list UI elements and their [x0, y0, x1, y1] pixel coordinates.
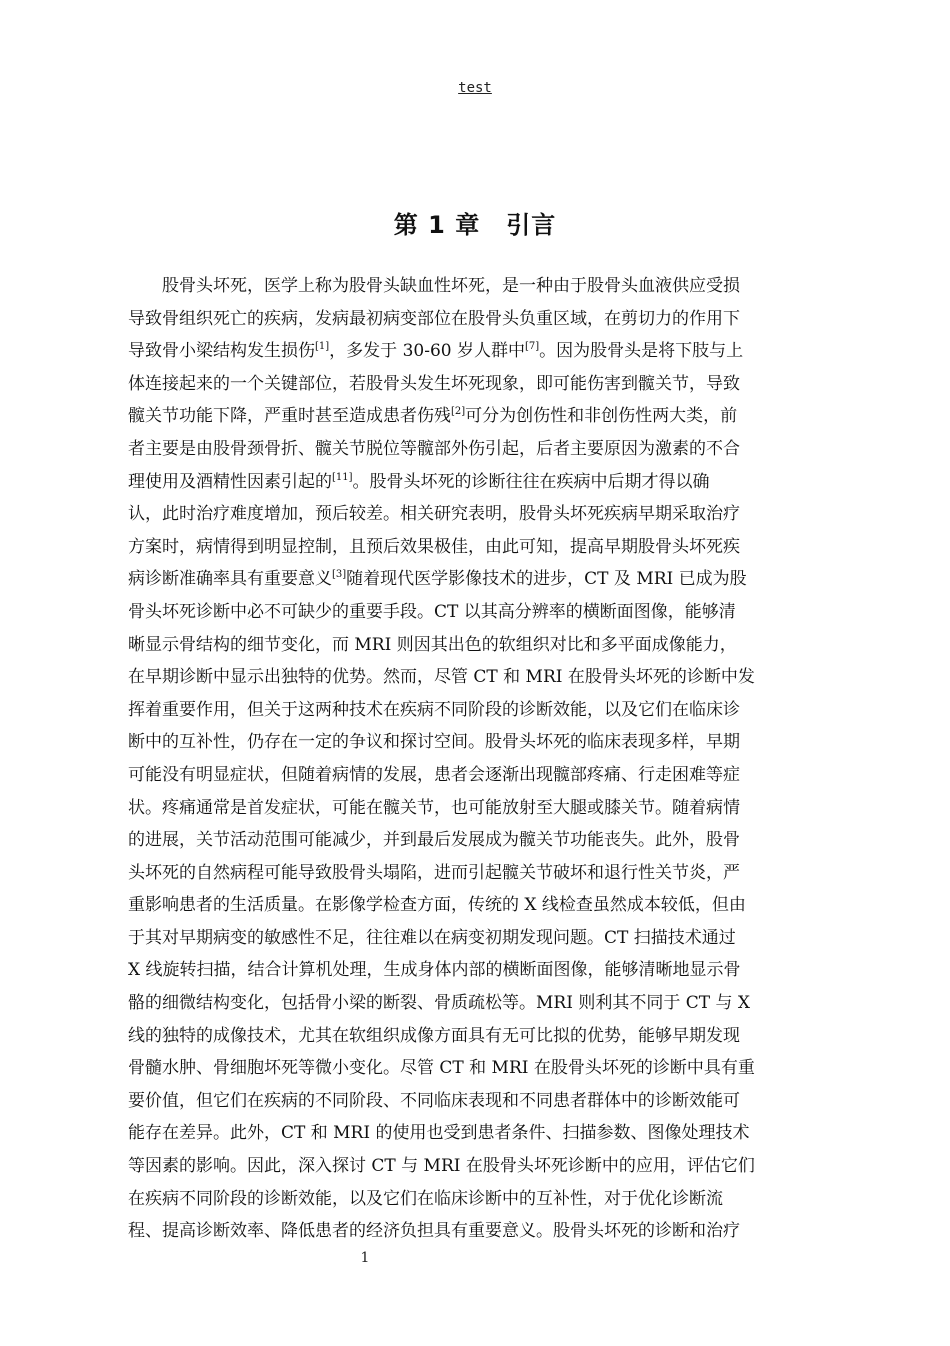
paragraph-line: X 线旋转扫描，结合计算机处理，生成身体内部的横断面图像，能够清晰地显示骨 [128, 960, 741, 981]
paragraph-line: 方案时，病情得到明显控制，且预后效果极佳，由此可知，提高早期股骨头坏死疾 [128, 536, 740, 557]
paragraph-line: 骼的细微结构变化，包括骨小梁的断裂、骨质疏松等。MRI 则利其不同于 CT 与 X [128, 993, 750, 1014]
paragraph-line: 导致骨组织死亡的疾病，发病最初病变部位在股骨头负重区域，在剪切力的作用下 [128, 308, 740, 329]
paragraph-line: 可能没有明显症状，但随着病情的发展，患者会逐渐出现髋部疼痛、行走困难等症 [128, 764, 740, 785]
paragraph-line: 线的独特的成像技术，尤其在软组织成像方面具有无可比拟的优势，能够早期发现 [128, 1025, 740, 1046]
citation-marker: [1] [315, 341, 330, 353]
citation-marker: [11] [332, 471, 353, 483]
paragraph-line: 断中的互补性，仍存在一定的争议和探讨空间。股骨头坏死的临床表现多样，早期 [128, 732, 740, 753]
paragraph-line: 于其对早期病变的敏感性不足，往往难以在病变初期发现问题。CT 扫描技术通过 [128, 927, 736, 948]
paragraph-line: 挥着重要作用，但关于这两种技术在疾病不同阶段的诊断效能，以及它们在临床诊 [128, 699, 740, 720]
paragraph-line: 导致骨小梁结构发生损伤[1]，多发于 30-60 岁人群中[7]。因为股骨头是将下肢与上 [128, 341, 744, 362]
header-link[interactable]: test [458, 80, 492, 96]
chapter-title: 引言 [506, 211, 557, 239]
paragraph-line: 理使用及酒精性因素引起的[11]。股骨头坏死的诊断往往在疾病中后期才得以确 [128, 471, 710, 492]
paragraph-line: 等因素的影响。因此，深入探讨 CT 与 MRI 在股骨头坏死诊断中的应用，评估它们 [128, 1156, 755, 1177]
header [0, 80, 950, 96]
paragraph-line: 体连接起来的一个关键部位，若股骨头发生坏死现象，即可能伤害到髋关节，导致 [128, 373, 740, 394]
paragraph-line: 重影响患者的生活质量。在影像学检查方面，传统的 X 线检查虽然成本较低，但由 [128, 895, 746, 916]
paragraph-line: 要价值，但它们在疾病的不同阶段、不同临床表现和不同患者群体中的诊断效能可 [128, 1090, 740, 1111]
paragraph-line: 骨髓水肿、骨细胞坏死等微小变化。尽管 CT 和 MRI 在股骨头坏死的诊断中具有重 [128, 1058, 755, 1079]
paragraph-line: 状。疼痛通常是首发症状，可能在髋关节，也可能放射至大腿或膝关节。随着病情 [128, 797, 740, 818]
body-paragraph [128, 270, 822, 1248]
paragraph-line: 病诊断准确率具有重要意义[3]随着现代医学影像技术的进步，CT 及 MRI 已成为股 [128, 569, 747, 590]
paragraph-line: 在早期诊断中显示出独特的优势。然而，尽管 CT 和 MRI 在股骨头坏死的诊断中发 [128, 667, 755, 688]
paragraph-line: 在疾病不同阶段的诊断效能，以及它们在临床诊断中的互补性，对于优化诊断流 [128, 1188, 723, 1209]
paragraph-line: 程、提高诊断效率、降低患者的经济负担具有重要意义。股骨头坏死的诊断和治疗 [128, 1221, 740, 1242]
chapter-heading [0, 205, 950, 240]
citation-marker: [2] [451, 406, 466, 418]
paragraph-line: 认，此时治疗难度增加，预后较差。相关研究表明，股骨头坏死疾病早期采取治疗 [128, 504, 740, 525]
paragraph-line: 者主要是由股骨颈骨折、髋关节脱位等髋部外伤引起，后者主要原因为激素的不合 [128, 438, 740, 459]
page-number: 1 [360, 1250, 370, 1266]
citation-marker: [3] [332, 569, 347, 581]
chapter-number: 第 1 章 [393, 211, 481, 239]
paragraph-line: 晰显示骨结构的细节变化，而 MRI 则因其出色的软组织对比和多平面成像能力， [128, 634, 737, 655]
paragraph-line: 头坏死的自然病程可能导致股骨头塌陷，进而引起髋关节破坏和退行性关节炎，严 [128, 862, 740, 883]
paragraph-line: 髋关节功能下降，严重时甚至造成患者伤残[2]可分为创伤性和非创伤性两大类，前 [128, 406, 738, 427]
paragraph-line: 股骨头坏死，医学上称为股骨头缺血性坏死，是一种由于股骨头血液供应受损 [162, 276, 740, 296]
paragraph-line: 骨头坏死诊断中必不可缺少的重要手段。CT 以其高分辨率的横断面图像，能够清 [128, 601, 736, 622]
paragraph-line: 能存在差异。此外，CT 和 MRI 的使用也受到患者条件、扫描参数、图像处理技术 [128, 1123, 750, 1144]
citation-marker: [7] [525, 341, 540, 353]
paragraph-line: 的进展，关节活动范围可能减少，并到最后发展成为髋关节功能丧失。此外，股骨 [128, 830, 740, 851]
